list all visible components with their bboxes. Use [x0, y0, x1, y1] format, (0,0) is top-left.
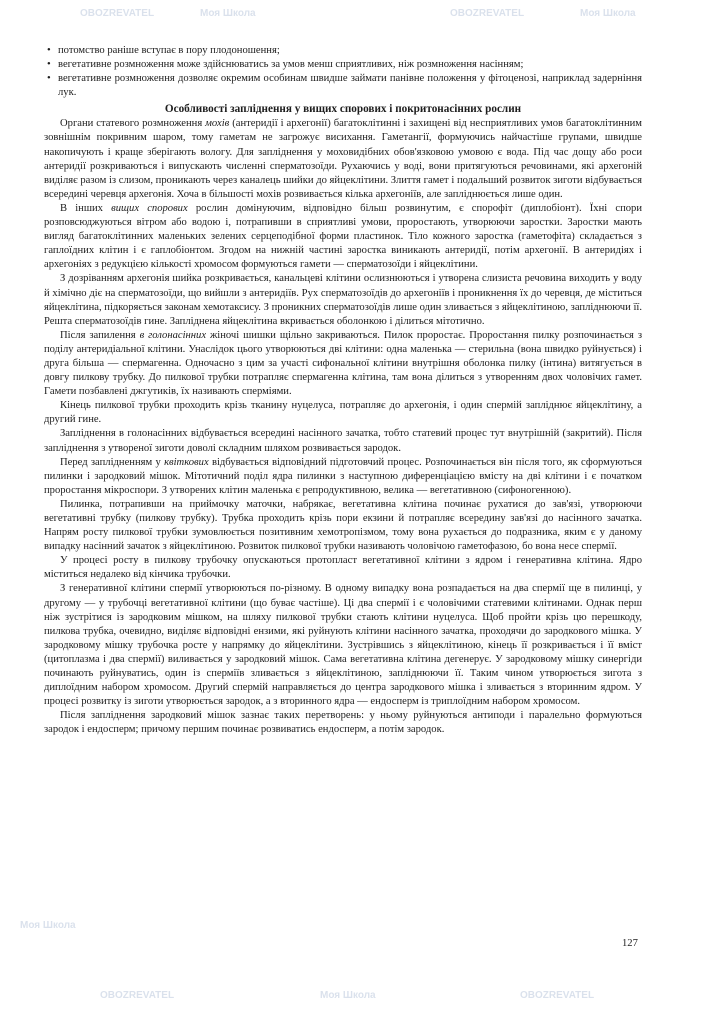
body-text	[44, 117, 642, 737]
watermark-obozrevatel: OBOZREVATEL	[100, 990, 175, 1001]
paragraph	[44, 202, 642, 272]
watermark-obozrevatel: OBOZREVATEL	[450, 8, 525, 19]
text-run: Перед заплідненням у	[60, 456, 165, 468]
text-run: рослин домінуючим, відповідно більш розвинутим, є спорофіт (диплобіонт). Їхні спори розповсюджуються вітром або водою і, потрапивши в сприятливі умови, проростають, утворюючи заростки. Заростки мають вигляд багатоклітинних маленьких зелених серцеподібної форми пластинок. Тіло кожного заростка (гаметофіта) складається з гаплоїдних клітин і є гаплобіонтом. Згодом на нижній частині заростка виникають антеридії, потім архегонії. В антеридіях і архегоніях з редукцією кількості хромосом формуються гамети — сперматозоїди і яйцеклітини.	[44, 202, 643, 271]
section-heading: Особливості запліднення у вищих спорових і покритонасінних рослин	[164, 103, 522, 116]
watermark-school: Моя Школа	[580, 8, 636, 19]
italic-term: квіткових	[164, 456, 209, 468]
page-number: 127	[622, 938, 638, 949]
bullet-item: • вегетативне розмноження може здійснюватись за умов менш сприятливих, ніж розмноження насінням;	[44, 58, 642, 72]
watermark-school: Моя Школа	[20, 920, 76, 931]
paragraph	[44, 427, 642, 455]
watermark-obozrevatel: OBOZREVATEL	[80, 8, 155, 19]
italic-term: в голонасінних	[139, 329, 207, 341]
bullet-item: • вегетативне розмноження дозволяє окремим особинам швидше займати панівне положення у фітоценозі, наприклад задерніння лук.	[44, 72, 642, 100]
text-run: (антеридії і архегонії) багатоклітинні і захищені від несприятливих умов багатоклітинним зовнішнім покривним шаром, тому гаметам не загрожує висихання. Гаметангії, формуючись найчастіше групами, швидше накопичують і краще зберігають вологу. Для запліднення у моховидібних обов'язковою умовою є вода. Під час дощу або роси антеридії розкриваються і випускають численні сперматозоїди. Рухаючись у воді, вони притягуються речовинами, які архегоній виділяє разом із слизом, проникають через каналець шийки до яйцеклітини. Злиття гамет і подальший розвиток зиготи відбувається всередині черевця архегонія. Хоча в більшості мохів розвивається кілька архегоніїв, але запліднюється лише один.	[44, 118, 642, 200]
text-run: У процесі росту в пилкову трубочку опускаються протопласт вегетативної клітини з ядром і генеративна клітина. Ядро міститься недалеко від кінчика трубочки.	[44, 555, 642, 581]
text-run: З дозріванням архегонія шийка розкривається, канальцеві клітини ослизнюються і утворена слизиста речовина виходить у воду й хімічно діє на сперматозоїди, що вийшли з антеридіїв. Рух сперматозоїдів до архегоніїв і проникнення їх до черевця, де міститься яйцеклітина, підкоряється законам хемотаксису. З проникних сперматозоїдів лише один зливається з яйцеклітиною, запліднюючи її. Решта сперматозоїдів гине. Запліднена яйцеклітина вкривається оболонкою і ділиться мітотично.	[44, 273, 642, 327]
italic-term: вищих спорових	[111, 202, 188, 214]
document-page	[44, 44, 642, 738]
paragraph	[44, 498, 642, 554]
bullet-list	[44, 44, 642, 100]
text-run: Органи статевого розмноження	[60, 118, 206, 130]
watermark-school: Моя Школа	[200, 8, 256, 19]
text-run: Після запліднення зародковий мішок зазнає таких перетворень: у ньому руйнуються антиподи і паралельно формуються зародок і ендосперм; причому першим починає розвиватись ендосперм, а потім зародок.	[44, 710, 642, 736]
text-run: В інших	[60, 202, 112, 214]
paragraph	[44, 272, 642, 328]
paragraph	[44, 329, 642, 399]
watermark-school: Моя Школа	[320, 990, 376, 1001]
italic-term: мохів	[205, 118, 230, 130]
bullet-item: • потомство раніше вступає в пору плодоношення;	[44, 44, 642, 58]
text-run: З генеративної клітини спермії утворюються по-різному. В одному випадку вона розпадається на два спермії ще в пилинці, у другому — у трубочці вегетативної клітини (що буває частіше). Ці два спермії і є чоловічими статевими клітинами. Однак перш ніж зустрітися із зародковим мішком, на шляху пилкової трубки стають клітини нуцелуса. Щоб пройти крізь цю перешкоду, пилкова трубка, очевидно, виділяє відповідні ензими, які руйнують клітини насінного зачатка, проходячи до зародкового мішка. У зародковому мішку трубочка росте у напрямку до яйцеклітини. Зустрівшись з яйцеклітиною, кінець її розкривається і її вміст (цитоплазма і два спермії) виливається у зародковий мішок. Сама вегетативна клітина дегенерує. У зародковому мішку синергіди починають руйнуватись, один із сперміїв зливається з яйцеклітиною, запліднюючи її. Таким чином утворюється зигота з диплоїдним набором хромосом. Другий спермій направляється до центра зародкового мішка і зливається з вторинним ядром. У процесі розвитку із зиготи утворюється зародок, а з вторинного ядра — ендосперм із триплоїдним набором хромосом.	[44, 583, 642, 708]
paragraph	[44, 117, 642, 202]
paragraph	[44, 709, 642, 737]
text-run: Кінець пилкової трубки проходить крізь тканину нуцелуса, потрапляє до архегонія, і один спермій запліднює яйцеклітину, а другий гине.	[44, 400, 642, 426]
paragraph	[44, 582, 642, 709]
text-run: Пилинка, потрапивши на приймочку маточки, набрякає, вегетативна клітина починає рухатися до зав'язі, утворюючи вегетативні трубку (пилкову трубку). Трубка проходить крізь пори екзини й потрапляє всередину зав'язі до насінного зачатка. Напрям росту пилкової трубки зумовлюється позитивним хемотропізмом, тому вона рухається до подразника, яким є у даному випадку насінний зачаток з яйцеклітиною. Розвиток пилкової трубки називають чоловічою гаметофазою, бо вона несе спермії.	[44, 498, 642, 553]
watermark-obozrevatel: OBOZREVATEL	[520, 990, 595, 1001]
text-run: Після запилення	[60, 329, 140, 341]
text-run: жіночі шишки щільно закриваються. Пилок проростає. Проростання пилку розпочинається з поділу антеридіальної клітини. Унаслідок цього утворюються дві клітини: одна маленька — стерильна (вона швидко руйнується) і друга більша — спермагенна. Одночасно з цим за участі сифональної клітини внутрішня оболонка пилку (інтина) витягується в довгу пилкову трубку. До пилкової трубки потрапляє спермагенна клітина, там вона ділиться з утворенням двох чоловічих гамет. Гамети позбавлені джгутиків, їх називають сперміями.	[44, 329, 643, 398]
text-run: Запліднення в голонасінних відбувається всередині насінного зачатка, тобто статевий процес тут внутрішній (закритий). Після запліднення з утвореної зиготи доволі складним шляхом розвивається зародок.	[44, 428, 642, 454]
paragraph	[44, 399, 642, 427]
paragraph	[44, 456, 642, 498]
paragraph	[44, 554, 642, 582]
text-run: відбувається відповідний підготовчий процес. Розпочинається він після того, як сформуються пилинки і зародковий мішок. Мітотичний поділ ядра пилинки з наступною диференціацією вмісту на дві клітини і є початком проростання мікроспори. З утворених клітин маленька є репродуктивною, велика — вегетативною (сифоногенною).	[44, 456, 642, 496]
